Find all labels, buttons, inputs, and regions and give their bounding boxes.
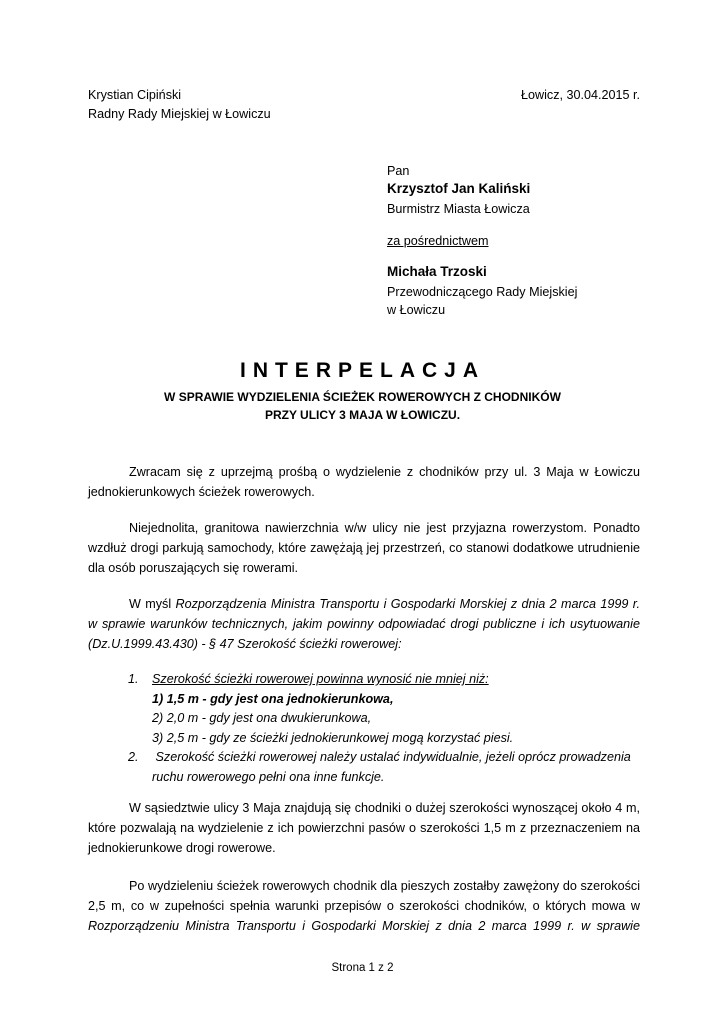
subtitle-line2: PRZY ULICY 3 MAJA W ŁOWICZU. [264, 408, 461, 422]
list-subitem: 2) 2,0 m - gdy jest ona dwukierunkowa, [152, 711, 372, 726]
regulation-list [128, 670, 640, 788]
paragraph-1: Zwracam się z uprzejmą prośbą o wydzielenie z chodników przy ul. 3 Maja w Łowiczu jednokierunkowych ścieżek rowerowych. [88, 465, 640, 499]
via-title-line2: w Łowiczu [387, 303, 446, 317]
via-label: za pośrednictwem [387, 234, 489, 248]
paragraph-5-regulation: Rozporządzeniu Ministra Transportu i Gospodarki Morskiej z dnia 2 marca 1999 r. w sprawie [88, 919, 640, 933]
recipient-salutation: Pan [387, 164, 410, 178]
list-subitem: 3) 2,5 m - gdy ze ścieżki jednokierunkowej mogą korzystać piesi. [152, 730, 514, 745]
list-item-text: Szerokość ścieżki rowerowej należy ustalać indywidualnie, jeżeli oprócz prowadzenia [152, 750, 631, 765]
recipient-title: Burmistrz Miasta Łowicza [387, 202, 530, 216]
via-title-line1: Przewodniczącego Rady Miejskiej [387, 285, 578, 299]
place-date: Łowicz, 30.04.2015 r. [521, 88, 641, 102]
list-item-text: ruchu rowerowego pełni ona inne funkcje. [152, 769, 385, 784]
paragraph-5 [88, 876, 640, 936]
list-item [128, 670, 640, 748]
paragraph-3-prefix: W myśl [129, 597, 176, 611]
paragraph-4: W sąsiedztwie ulicy 3 Maja znajdują się chodniki o dużej szerokości wynoszącej około 4 m, które pozwalają na wydzielenie z ich powierzchni pasów o szerokości 1,5 m z przeznaczeniem na jednokierunkowe drogi rowerowe. [88, 801, 640, 855]
list-item-number: 1. [128, 672, 139, 686]
author-name: Krystian Cipiński [88, 88, 182, 102]
list-item-number: 2. [128, 750, 139, 765]
list-subitem: 1) 1,5 m - gdy jest ona jednokierunkowa, [152, 691, 394, 706]
page-number: Strona 1 z 2 [331, 962, 394, 974]
paragraph-3 [88, 594, 640, 654]
list-item-heading: Szerokość ścieżki rowerowej powinna wynosić nie mniej niż: [152, 672, 489, 686]
via-name: Michała Trzoski [387, 264, 487, 279]
paragraph-2: Niejednolita, granitowa nawierzchnia w/w ulicy nie jest przyjazna rowerzystom. Ponadto wzdłuż drogi parkują samochody, które zawężają jej przestrzeń, co stanowi dodatkowe utrudnienie dla osób poruszających się rowerami. [88, 521, 640, 575]
author-role: Radny Rady Miejskiej w Łowiczu [88, 107, 271, 121]
paragraph-5-prefix: Po wydzieleniu ścieżek rowerowych chodnik dla pieszych zostałby zawężony do szerokości 2,5 m, co w zupełności spełnia warunki przepisów o szerokości chodników, o których mowa w [88, 879, 640, 913]
paragraph-3-regulation: Rozporządzenia Ministra Transportu i Gospodarki Morskiej z dnia 2 marca 1999 r. w sprawie warunków technicznych, jakim powinny odpowiadać drogi publiczne i ich usytuowanie (Dz.U.1999.43.430) - § 47 Szerokość ścieżki rowerowej: [88, 597, 640, 651]
recipient-name: Krzysztof Jan Kaliński [387, 181, 531, 196]
list-item [128, 748, 640, 787]
document-title: INTERPELACJA [239, 359, 486, 382]
subtitle-line1: W SPRAWIE WYDZIELENIA ŚCIEŻEK ROWEROWYCH Z CHODNIKÓW [164, 390, 561, 404]
